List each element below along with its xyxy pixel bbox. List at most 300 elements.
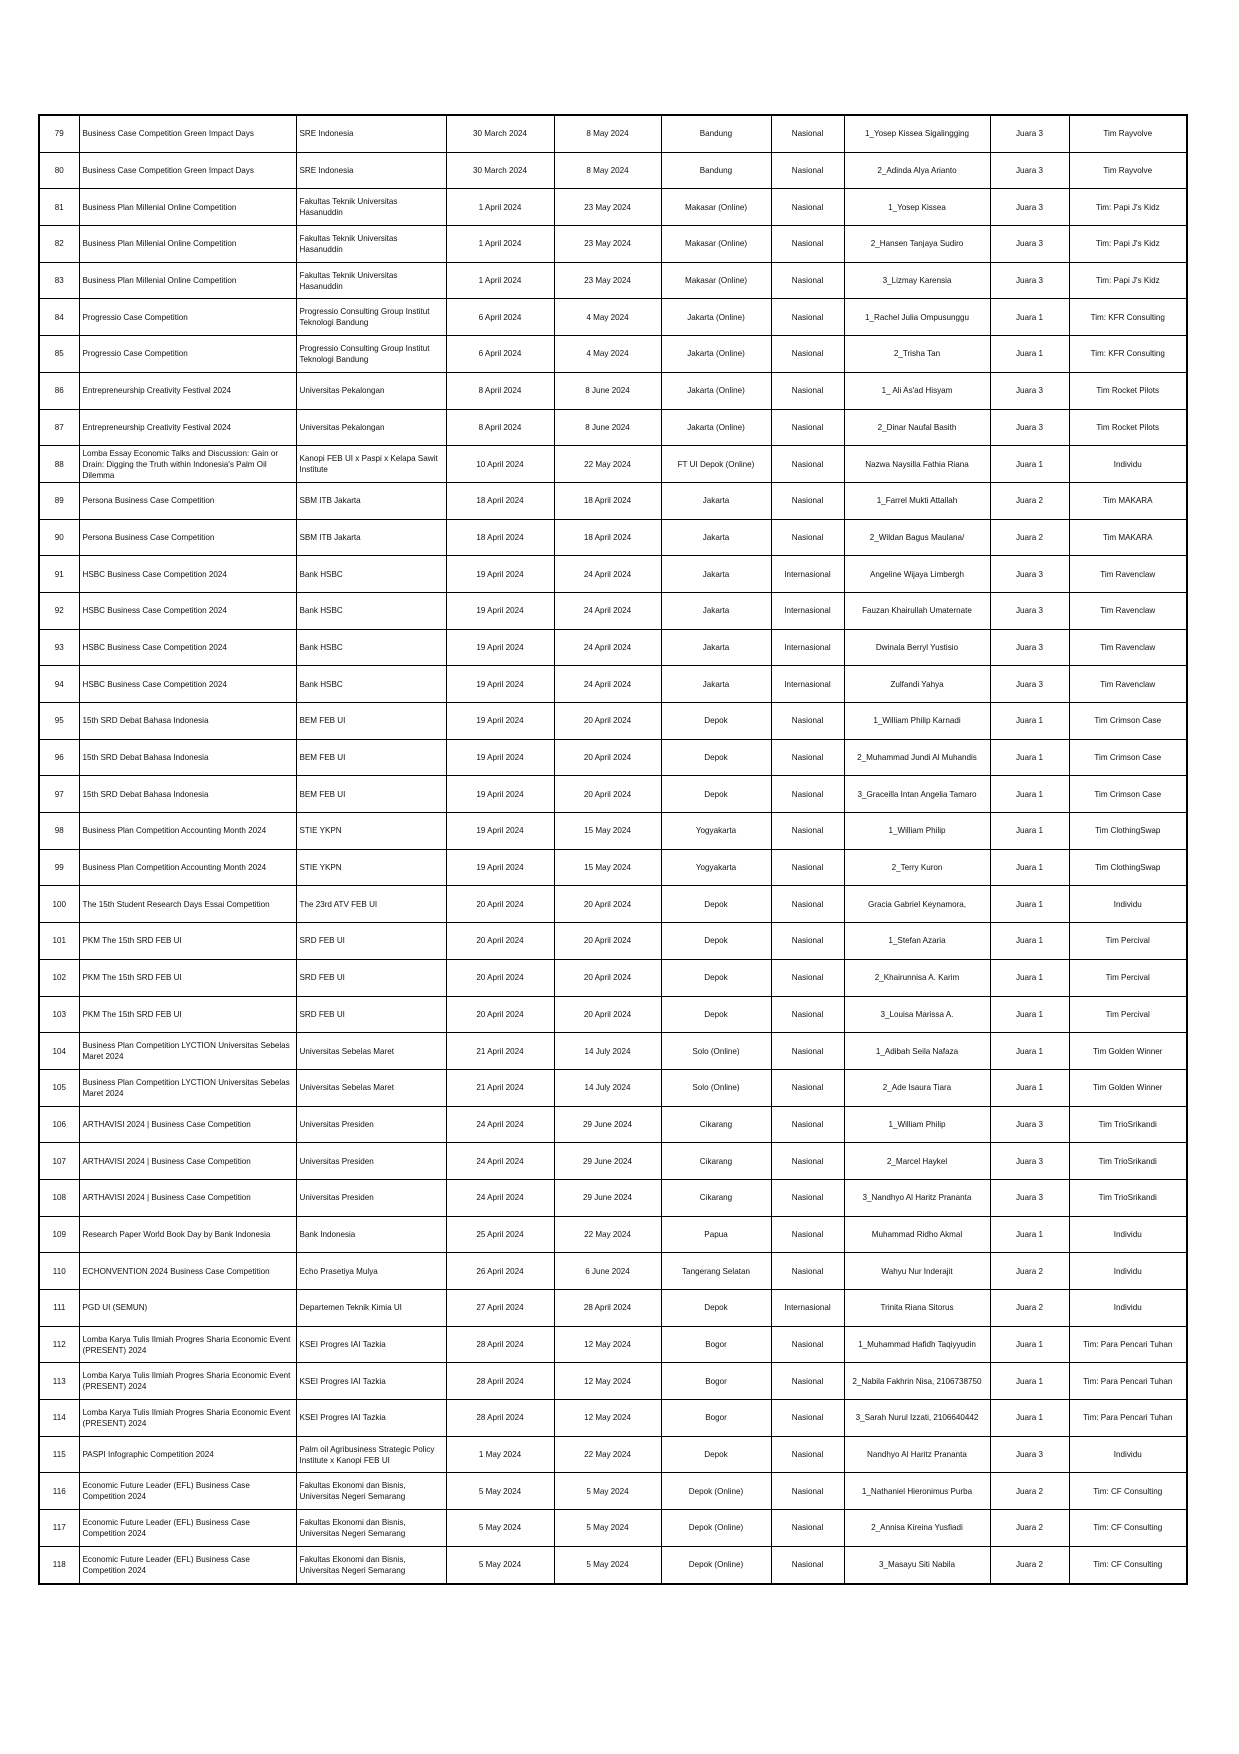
cell-level: Nasional [771, 1069, 844, 1106]
cell-end-date: 8 May 2024 [554, 115, 661, 152]
cell-level: Nasional [771, 152, 844, 189]
table-row [39, 1473, 1187, 1510]
cell-team: Tim Ravenclaw [1069, 629, 1187, 666]
cell-number: 84 [39, 299, 79, 336]
cell-team: Individu [1069, 446, 1187, 483]
cell-number: 96 [39, 739, 79, 776]
cell-result: Juara 3 [990, 409, 1069, 446]
cell-number: 85 [39, 336, 79, 373]
cell-number: 112 [39, 1326, 79, 1363]
cell-participant: 2_Ade Isaura Tiara [844, 1069, 990, 1106]
cell-location: Depok [661, 886, 771, 923]
cell-team: Tim: CF Consulting [1069, 1510, 1187, 1547]
cell-organizer: Universitas Sebelas Maret [296, 1033, 446, 1070]
cell-organizer: Bank HSBC [296, 629, 446, 666]
cell-level: Nasional [771, 1400, 844, 1437]
cell-number: 114 [39, 1400, 79, 1437]
cell-result: Juara 1 [990, 813, 1069, 850]
cell-end-date: 12 May 2024 [554, 1363, 661, 1400]
cell-result: Juara 1 [990, 1033, 1069, 1070]
cell-team: Tim Crimson Case [1069, 776, 1187, 813]
cell-end-date: 15 May 2024 [554, 813, 661, 850]
cell-location: Cikarang [661, 1143, 771, 1180]
cell-location: Solo (Online) [661, 1033, 771, 1070]
cell-end-date: 24 April 2024 [554, 556, 661, 593]
table-row [39, 1179, 1187, 1216]
cell-team: Tim: KFR Consulting [1069, 299, 1187, 336]
cell-organizer: KSEI Progres IAI Tazkia [296, 1400, 446, 1437]
cell-level: Nasional [771, 1363, 844, 1400]
cell-start-date: 19 April 2024 [446, 813, 554, 850]
cell-number: 104 [39, 1033, 79, 1070]
cell-competition-name: Entrepreneurship Creativity Festival 2024 [79, 409, 296, 446]
cell-location: Jakarta [661, 592, 771, 629]
cell-result: Juara 2 [990, 1473, 1069, 1510]
cell-team: Tim Rocket Pilots [1069, 409, 1187, 446]
cell-level: Nasional [771, 482, 844, 519]
cell-number: 99 [39, 849, 79, 886]
cell-start-date: 21 April 2024 [446, 1069, 554, 1106]
cell-location: Cikarang [661, 1179, 771, 1216]
cell-participant: 1_Muhammad Hafidh Taqiyyudin [844, 1326, 990, 1363]
cell-number: 88 [39, 446, 79, 483]
table-row [39, 629, 1187, 666]
cell-participant: 1_ Ali As'ad Hisyam [844, 372, 990, 409]
cell-start-date: 19 April 2024 [446, 849, 554, 886]
table-body [39, 115, 1187, 1584]
cell-result: Juara 1 [990, 336, 1069, 373]
cell-start-date: 25 April 2024 [446, 1216, 554, 1253]
cell-location: Papua [661, 1216, 771, 1253]
cell-competition-name: The 15th Student Research Days Essai Competition [79, 886, 296, 923]
cell-number: 115 [39, 1436, 79, 1473]
cell-team: Tim Rocket Pilots [1069, 372, 1187, 409]
cell-team: Tim: Para Pencari Tuhan [1069, 1326, 1187, 1363]
cell-result: Juara 3 [990, 115, 1069, 152]
cell-participant: 3_Nandhyo Al Haritz Prananta [844, 1179, 990, 1216]
cell-participant: 2_Wildan Bagus Maulana/ [844, 519, 990, 556]
cell-result: Juara 1 [990, 996, 1069, 1033]
cell-team: Tim: CF Consulting [1069, 1546, 1187, 1583]
cell-participant: 2_Dinar Naufal Basith [844, 409, 990, 446]
cell-start-date: 19 April 2024 [446, 666, 554, 703]
table-row [39, 152, 1187, 189]
table-row [39, 1290, 1187, 1327]
cell-end-date: 23 May 2024 [554, 226, 661, 263]
cell-location: Jakarta [661, 556, 771, 593]
cell-location: Bandung [661, 152, 771, 189]
cell-location: Jakarta (Online) [661, 299, 771, 336]
table-row [39, 959, 1187, 996]
table-row [39, 336, 1187, 373]
cell-participant: 2_Marcel Haykel [844, 1143, 990, 1180]
cell-result: Juara 3 [990, 1179, 1069, 1216]
cell-number: 116 [39, 1473, 79, 1510]
cell-start-date: 6 April 2024 [446, 336, 554, 373]
cell-start-date: 20 April 2024 [446, 923, 554, 960]
cell-organizer: Universitas Presiden [296, 1106, 446, 1143]
cell-location: Bogor [661, 1363, 771, 1400]
table-row [39, 1033, 1187, 1070]
cell-result: Juara 1 [990, 1400, 1069, 1437]
cell-number: 93 [39, 629, 79, 666]
cell-team: Tim Golden Winner [1069, 1069, 1187, 1106]
cell-level: Nasional [771, 886, 844, 923]
cell-participant: 2_Trisha Tan [844, 336, 990, 373]
cell-organizer: SBM ITB Jakarta [296, 482, 446, 519]
cell-location: Depok [661, 996, 771, 1033]
cell-number: 117 [39, 1510, 79, 1547]
cell-start-date: 19 April 2024 [446, 592, 554, 629]
cell-organizer: Fakultas Teknik Universitas Hasanuddin [296, 226, 446, 263]
cell-level: Nasional [771, 1179, 844, 1216]
cell-team: Individu [1069, 1253, 1187, 1290]
table-row [39, 666, 1187, 703]
cell-location: Depok (Online) [661, 1546, 771, 1583]
cell-start-date: 5 May 2024 [446, 1546, 554, 1583]
cell-result: Juara 1 [990, 849, 1069, 886]
cell-participant: 1_Rachel Julia Ompusunggu [844, 299, 990, 336]
table-row [39, 996, 1187, 1033]
cell-participant: 3_Lizmay Karensia [844, 262, 990, 299]
cell-level: Nasional [771, 813, 844, 850]
cell-organizer: Fakultas Teknik Universitas Hasanuddin [296, 262, 446, 299]
cell-organizer: Universitas Presiden [296, 1179, 446, 1216]
cell-end-date: 28 April 2024 [554, 1290, 661, 1327]
cell-end-date: 6 June 2024 [554, 1253, 661, 1290]
cell-location: Depok [661, 1436, 771, 1473]
cell-result: Juara 2 [990, 482, 1069, 519]
cell-level: Internasional [771, 1290, 844, 1327]
cell-team: Tim Percival [1069, 959, 1187, 996]
cell-start-date: 10 April 2024 [446, 446, 554, 483]
cell-result: Juara 1 [990, 776, 1069, 813]
cell-participant: 2_Adinda Alya Arianto [844, 152, 990, 189]
cell-location: Bogor [661, 1326, 771, 1363]
cell-start-date: 5 May 2024 [446, 1510, 554, 1547]
cell-result: Juara 1 [990, 703, 1069, 740]
cell-team: Tim: Para Pencari Tuhan [1069, 1363, 1187, 1400]
cell-organizer: Palm oil Agribusiness Strategic Policy Institute x Kanopi FEB UI [296, 1436, 446, 1473]
cell-end-date: 20 April 2024 [554, 923, 661, 960]
table-row [39, 299, 1187, 336]
cell-organizer: Progressio Consulting Group Institut Teknologi Bandung [296, 336, 446, 373]
table-row [39, 446, 1187, 483]
cell-team: Tim ClothingSwap [1069, 849, 1187, 886]
cell-participant: 3_Masayu Siti Nabila [844, 1546, 990, 1583]
cell-organizer: BEM FEB UI [296, 739, 446, 776]
cell-number: 89 [39, 482, 79, 519]
cell-participant: Dwinala Berryl Yustisio [844, 629, 990, 666]
table-row [39, 1546, 1187, 1583]
table-row [39, 519, 1187, 556]
cell-result: Juara 2 [990, 519, 1069, 556]
cell-competition-name: Business Plan Competition Accounting Month 2024 [79, 849, 296, 886]
cell-team: Tim: CF Consulting [1069, 1473, 1187, 1510]
cell-start-date: 1 May 2024 [446, 1436, 554, 1473]
cell-result: Juara 3 [990, 666, 1069, 703]
cell-participant: 1_William Philip [844, 1106, 990, 1143]
cell-team: Tim ClothingSwap [1069, 813, 1187, 850]
cell-location: Bandung [661, 115, 771, 152]
table-row [39, 482, 1187, 519]
cell-participant: 3_Louisa Marissa A. [844, 996, 990, 1033]
cell-competition-name: Progressio Case Competition [79, 336, 296, 373]
cell-participant: 1_Nathaniel Hieronimus Purba [844, 1473, 990, 1510]
cell-organizer: Bank HSBC [296, 592, 446, 629]
cell-competition-name: Lomba Karya Tulis Ilmiah Progres Sharia Economic Event (PRESENT) 2024 [79, 1326, 296, 1363]
cell-participant: 3_Graceilla Intan Angelia Tamaro [844, 776, 990, 813]
cell-competition-name: PKM The 15th SRD FEB UI [79, 923, 296, 960]
cell-participant: 1_Farrel Mukti Attallah [844, 482, 990, 519]
cell-result: Juara 1 [990, 1069, 1069, 1106]
cell-result: Juara 3 [990, 372, 1069, 409]
cell-number: 90 [39, 519, 79, 556]
cell-number: 86 [39, 372, 79, 409]
cell-organizer: SRE Indonesia [296, 152, 446, 189]
cell-team: Individu [1069, 886, 1187, 923]
cell-location: Bogor [661, 1400, 771, 1437]
cell-competition-name: ARTHAVISI 2024 | Business Case Competition [79, 1106, 296, 1143]
cell-team: Tim Crimson Case [1069, 703, 1187, 740]
cell-end-date: 18 April 2024 [554, 519, 661, 556]
cell-organizer: SRE Indonesia [296, 115, 446, 152]
cell-team: Tim Rayvolve [1069, 152, 1187, 189]
cell-location: FT UI Depok (Online) [661, 446, 771, 483]
cell-level: Nasional [771, 1473, 844, 1510]
table-row [39, 592, 1187, 629]
cell-result: Juara 1 [990, 1326, 1069, 1363]
cell-competition-name: Entrepreneurship Creativity Festival 2024 [79, 372, 296, 409]
cell-number: 103 [39, 996, 79, 1033]
cell-organizer: STIE YKPN [296, 813, 446, 850]
cell-competition-name: HSBC Business Case Competition 2024 [79, 556, 296, 593]
cell-number: 91 [39, 556, 79, 593]
cell-level: Internasional [771, 556, 844, 593]
cell-result: Juara 2 [990, 1510, 1069, 1547]
cell-location: Depok [661, 1290, 771, 1327]
cell-number: 102 [39, 959, 79, 996]
cell-location: Solo (Online) [661, 1069, 771, 1106]
cell-start-date: 19 April 2024 [446, 739, 554, 776]
table-row [39, 1400, 1187, 1437]
table-row [39, 1436, 1187, 1473]
cell-competition-name: 15th SRD Debat Bahasa Indonesia [79, 703, 296, 740]
cell-organizer: SRD FEB UI [296, 959, 446, 996]
cell-result: Juara 1 [990, 446, 1069, 483]
cell-result: Juara 3 [990, 1436, 1069, 1473]
cell-start-date: 20 April 2024 [446, 959, 554, 996]
cell-team: Tim Ravenclaw [1069, 592, 1187, 629]
cell-end-date: 22 May 2024 [554, 446, 661, 483]
cell-organizer: Universitas Presiden [296, 1143, 446, 1180]
cell-start-date: 30 March 2024 [446, 115, 554, 152]
cell-location: Jakarta (Online) [661, 336, 771, 373]
table-row [39, 1106, 1187, 1143]
cell-number: 106 [39, 1106, 79, 1143]
cell-location: Yogyakarta [661, 813, 771, 850]
cell-number: 108 [39, 1179, 79, 1216]
cell-participant: Nazwa Naysilla Fathia Riana [844, 446, 990, 483]
cell-level: Nasional [771, 1106, 844, 1143]
cell-number: 94 [39, 666, 79, 703]
cell-location: Makasar (Online) [661, 189, 771, 226]
table-row [39, 189, 1187, 226]
table-row [39, 1143, 1187, 1180]
cell-result: Juara 3 [990, 556, 1069, 593]
cell-competition-name: Business Plan Competition Accounting Month 2024 [79, 813, 296, 850]
cell-participant: Muhammad Ridho Akmal [844, 1216, 990, 1253]
cell-location: Depok (Online) [661, 1510, 771, 1547]
cell-number: 107 [39, 1143, 79, 1180]
cell-participant: Wahyu Nur Inderajit [844, 1253, 990, 1290]
cell-organizer: Progressio Consulting Group Institut Teknologi Bandung [296, 299, 446, 336]
cell-competition-name: Business Case Competition Green Impact Days [79, 152, 296, 189]
cell-result: Juara 1 [990, 1216, 1069, 1253]
cell-participant: 1_Yosep Kissea Sigalingging [844, 115, 990, 152]
cell-team: Tim Crimson Case [1069, 739, 1187, 776]
cell-number: 100 [39, 886, 79, 923]
table-row [39, 372, 1187, 409]
cell-end-date: 4 May 2024 [554, 336, 661, 373]
cell-team: Tim: Para Pencari Tuhan [1069, 1400, 1187, 1437]
cell-team: Individu [1069, 1436, 1187, 1473]
cell-team: Tim Ravenclaw [1069, 556, 1187, 593]
cell-location: Jakarta (Online) [661, 409, 771, 446]
cell-organizer: Universitas Sebelas Maret [296, 1069, 446, 1106]
cell-organizer: Fakultas Ekonomi dan Bisnis, Universitas Negeri Semarang [296, 1510, 446, 1547]
cell-end-date: 23 May 2024 [554, 262, 661, 299]
cell-organizer: BEM FEB UI [296, 703, 446, 740]
cell-competition-name: Economic Future Leader (EFL) Business Case Competition 2024 [79, 1546, 296, 1583]
cell-location: Depok [661, 703, 771, 740]
cell-start-date: 24 April 2024 [446, 1179, 554, 1216]
achievement-table-container [38, 114, 1186, 1585]
cell-end-date: 4 May 2024 [554, 299, 661, 336]
cell-number: 113 [39, 1363, 79, 1400]
cell-start-date: 19 April 2024 [446, 556, 554, 593]
cell-competition-name: Economic Future Leader (EFL) Business Case Competition 2024 [79, 1473, 296, 1510]
cell-participant: Zulfandi Yahya [844, 666, 990, 703]
cell-organizer: Bank HSBC [296, 666, 446, 703]
cell-level: Nasional [771, 299, 844, 336]
cell-level: Nasional [771, 1436, 844, 1473]
table-row [39, 262, 1187, 299]
cell-team: Tim TrioSrikandi [1069, 1106, 1187, 1143]
cell-start-date: 1 April 2024 [446, 262, 554, 299]
cell-organizer: STIE YKPN [296, 849, 446, 886]
cell-level: Nasional [771, 336, 844, 373]
cell-participant: 1_Stefan Azaria [844, 923, 990, 960]
cell-organizer: KSEI Progres IAI Tazkia [296, 1363, 446, 1400]
cell-level: Nasional [771, 959, 844, 996]
cell-team: Tim Percival [1069, 996, 1187, 1033]
cell-location: Depok [661, 923, 771, 960]
cell-competition-name: Business Plan Millenial Online Competition [79, 226, 296, 263]
cell-location: Depok [661, 776, 771, 813]
table-row [39, 1069, 1187, 1106]
cell-participant: 2_Annisa Kireina Yusfiadi [844, 1510, 990, 1547]
cell-location: Depok [661, 959, 771, 996]
cell-participant: 2_Nabila Fakhrin Nisa, 2106738750 [844, 1363, 990, 1400]
cell-participant: 2_Terry Kuron [844, 849, 990, 886]
cell-start-date: 1 April 2024 [446, 226, 554, 263]
cell-competition-name: ARTHAVISI 2024 | Business Case Competition [79, 1179, 296, 1216]
cell-result: Juara 1 [990, 299, 1069, 336]
cell-level: Nasional [771, 776, 844, 813]
cell-end-date: 29 June 2024 [554, 1143, 661, 1180]
cell-competition-name: PKM The 15th SRD FEB UI [79, 996, 296, 1033]
cell-level: Internasional [771, 629, 844, 666]
cell-number: 95 [39, 703, 79, 740]
table-row [39, 1326, 1187, 1363]
cell-level: Nasional [771, 409, 844, 446]
cell-participant: Fauzan Khairullah Umaternate [844, 592, 990, 629]
cell-end-date: 20 April 2024 [554, 996, 661, 1033]
cell-number: 109 [39, 1216, 79, 1253]
cell-competition-name: Research Paper World Book Day by Bank Indonesia [79, 1216, 296, 1253]
cell-result: Juara 3 [990, 226, 1069, 263]
cell-participant: 2_Khairunnisa A. Karim [844, 959, 990, 996]
cell-end-date: 22 May 2024 [554, 1216, 661, 1253]
cell-location: Cikarang [661, 1106, 771, 1143]
cell-number: 79 [39, 115, 79, 152]
cell-number: 110 [39, 1253, 79, 1290]
cell-organizer: SRD FEB UI [296, 996, 446, 1033]
cell-competition-name: Progressio Case Competition [79, 299, 296, 336]
cell-participant: 2_Muhammad Jundi Al Muhandis [844, 739, 990, 776]
cell-location: Yogyakarta [661, 849, 771, 886]
cell-competition-name: Lomba Karya Tulis Ilmiah Progres Sharia Economic Event (PRESENT) 2024 [79, 1363, 296, 1400]
table-row [39, 886, 1187, 923]
cell-team: Tim Golden Winner [1069, 1033, 1187, 1070]
cell-level: Nasional [771, 996, 844, 1033]
cell-result: Juara 3 [990, 262, 1069, 299]
cell-location: Jakarta [661, 629, 771, 666]
cell-team: Tim MAKARA [1069, 519, 1187, 556]
table-row [39, 115, 1187, 152]
cell-organizer: Echo Prasetiya Mulya [296, 1253, 446, 1290]
cell-result: Juara 2 [990, 1546, 1069, 1583]
cell-start-date: 8 April 2024 [446, 372, 554, 409]
cell-level: Nasional [771, 262, 844, 299]
cell-competition-name: Lomba Essay Economic Talks and Discussion: Gain or Drain: Digging the Truth within Indonesia's Palm Oil Dilemma [79, 446, 296, 483]
cell-result: Juara 3 [990, 629, 1069, 666]
cell-competition-name: Business Plan Millenial Online Competition [79, 262, 296, 299]
cell-end-date: 14 July 2024 [554, 1069, 661, 1106]
cell-competition-name: Economic Future Leader (EFL) Business Case Competition 2024 [79, 1510, 296, 1547]
cell-level: Nasional [771, 189, 844, 226]
cell-organizer: Bank HSBC [296, 556, 446, 593]
cell-start-date: 27 April 2024 [446, 1290, 554, 1327]
cell-team: Tim TrioSrikandi [1069, 1179, 1187, 1216]
cell-start-date: 6 April 2024 [446, 299, 554, 336]
table-row [39, 1510, 1187, 1547]
cell-competition-name: PGD UI (SEMUN) [79, 1290, 296, 1327]
cell-end-date: 20 April 2024 [554, 959, 661, 996]
cell-end-date: 20 April 2024 [554, 739, 661, 776]
cell-end-date: 24 April 2024 [554, 666, 661, 703]
cell-organizer: Departemen Teknik Kimia UI [296, 1290, 446, 1327]
cell-end-date: 24 April 2024 [554, 592, 661, 629]
achievement-table [38, 114, 1188, 1585]
cell-organizer: Fakultas Teknik Universitas Hasanuddin [296, 189, 446, 226]
cell-location: Jakarta (Online) [661, 372, 771, 409]
cell-level: Nasional [771, 1216, 844, 1253]
cell-location: Depok (Online) [661, 1473, 771, 1510]
cell-number: 87 [39, 409, 79, 446]
cell-level: Nasional [771, 923, 844, 960]
